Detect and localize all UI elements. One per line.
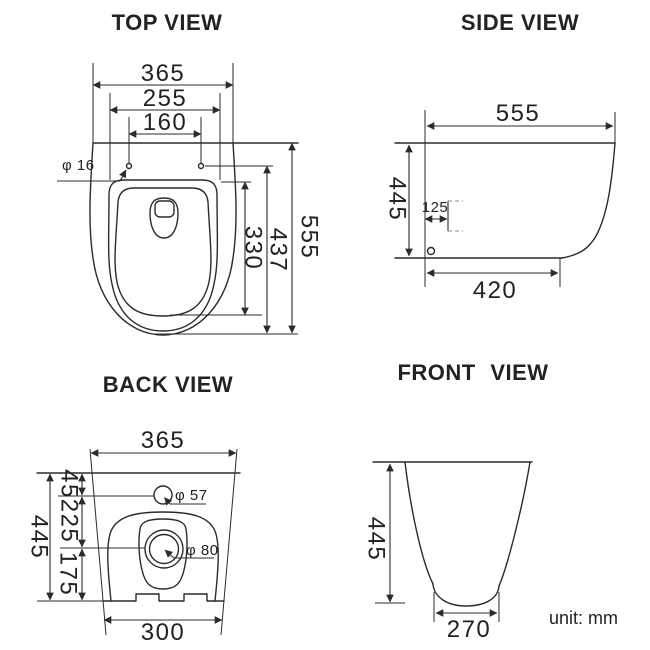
back-view-left-side xyxy=(90,449,106,635)
front-view-bottom-curve xyxy=(433,584,499,606)
dim-text-bowl-length: 330 xyxy=(239,225,267,271)
dim-text-inlet-to-outlet: 225 xyxy=(55,498,83,544)
top-view-right-fixing-hole xyxy=(199,164,204,169)
back-view-outlet-inner xyxy=(150,535,179,564)
front-view-left-side xyxy=(405,462,433,584)
dim-text-overall-width: 365 xyxy=(140,427,186,454)
dim-text-hinge-width: 255 xyxy=(142,85,188,112)
front-view-right-side xyxy=(499,462,530,586)
top-view-seat-outline xyxy=(109,180,218,331)
front-view-title: FRONT VIEW xyxy=(397,360,549,385)
top-view-bowl-outline xyxy=(115,188,211,316)
dim-text-base-width: 300 xyxy=(140,619,186,646)
dim-text-overall-depth: 555 xyxy=(295,214,323,260)
top-view-title: TOP VIEW xyxy=(111,10,223,35)
back-view-title: BACK VIEW xyxy=(102,372,234,397)
side-view-front-curve xyxy=(562,143,615,258)
front-view xyxy=(363,360,549,643)
top-view-flush-hole xyxy=(155,201,174,217)
dim-text-inlet-diameter: φ 57 xyxy=(175,487,208,504)
back-view-right-side xyxy=(221,449,237,635)
side-view-outlet-hole xyxy=(428,248,435,255)
dim-text-overall-height: 445 xyxy=(383,176,411,222)
dim-text-inlet-top-offset: 45 xyxy=(55,469,83,499)
top-view-left-fixing-hole xyxy=(127,164,132,169)
dim-text-hole-spacing: 160 xyxy=(142,109,188,136)
back-view-bottom-edge xyxy=(103,594,224,601)
dim-text-base-depth: 420 xyxy=(472,277,518,304)
back-view xyxy=(26,372,241,646)
dim-text-fixing-offset: 125 xyxy=(421,199,449,216)
unit-label: unit: mm xyxy=(549,608,619,628)
back-view-outlet-outer xyxy=(145,530,183,568)
top-view xyxy=(57,10,323,335)
back-view-inlet-hole xyxy=(154,486,172,504)
dim-text-overall-height: 445 xyxy=(362,516,390,562)
dim-text-seat-length: 437 xyxy=(264,227,292,273)
top-view-body-outline xyxy=(90,143,236,335)
side-view xyxy=(384,10,616,304)
dim-text-hole-diameter: φ 16 xyxy=(62,157,95,174)
dim-text-outlet-diameter: φ 80 xyxy=(186,542,219,559)
dim-text-overall-depth: 555 xyxy=(495,100,541,127)
dim-text-overall-width: 365 xyxy=(140,60,186,87)
dim-text-outlet-height: 175 xyxy=(54,551,82,597)
side-view-title: SIDE VIEW xyxy=(460,10,580,35)
dim-text-overall-height: 445 xyxy=(25,514,53,560)
dim-text-base-width: 270 xyxy=(446,616,492,643)
